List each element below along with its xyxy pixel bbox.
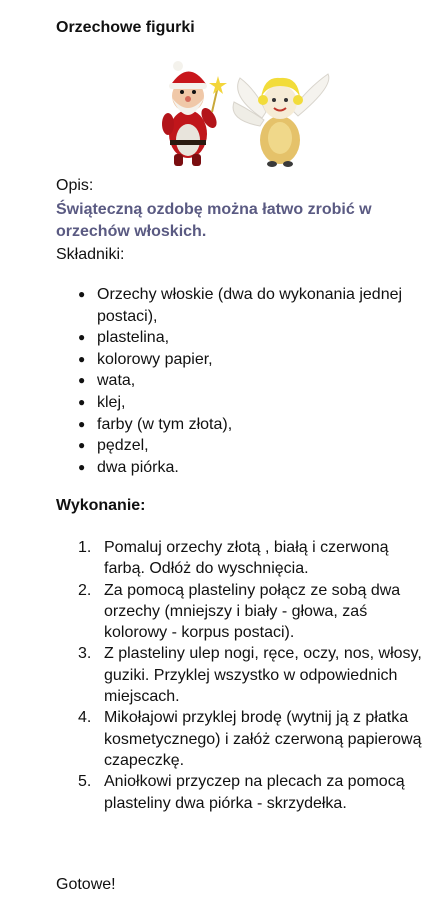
bullet-icon: ●: [78, 330, 86, 345]
ingredients-label: Składniki:: [56, 246, 125, 263]
step-text: Aniołkowi przyczep na plecach za pomocą plasteliny dwa piórka - skrzydełka.: [104, 773, 405, 812]
step-text: Za pomocą plasteliny połącz ze sobą dwa orzechy (mniejszy i biały - głowa, zaś kolorowy - korpus postaci).: [104, 581, 401, 642]
ingredient-text: Orzechy włoskie (dwa do wykonania jednej postaci),: [97, 286, 403, 325]
bullet-icon: ●: [78, 459, 86, 474]
figurines-image: [152, 56, 342, 170]
angel-figurine: [233, 74, 329, 167]
ingredient-text: dwa piórka.: [97, 458, 179, 476]
step-text: Mikołajowi przyklej brodę (wytnij ją z płatka kosmetycznego) i załóż czerwoną papierową czapeczkę.: [104, 709, 422, 769]
bullet-icon: ●: [78, 394, 86, 409]
list-item: [56, 643, 426, 707]
bullet-icon: ●: [78, 373, 86, 388]
bullet-icon: ●: [78, 438, 86, 453]
step-text: Z plasteliny ulep nogi, ręce, oczy, nos, włosy, guziki. Przyklej wszystko w odpowiednich miejscach.: [104, 645, 422, 706]
description-label: Opis:: [56, 177, 94, 194]
ingredient-text: pędzel,: [97, 437, 149, 455]
step-number: 2.: [78, 581, 92, 599]
steps-list: [56, 537, 426, 814]
step-number: 5.: [78, 773, 92, 791]
step-number: 3.: [78, 645, 92, 663]
step-number: 1.: [78, 539, 92, 556]
bullet-icon: ●: [78, 287, 86, 301]
list-item: [56, 392, 416, 414]
ingredients-list: [56, 284, 416, 478]
list-item: [56, 435, 416, 457]
list-item: [56, 414, 416, 436]
step-number: 4.: [78, 709, 92, 727]
ingredient-text: wata,: [97, 372, 136, 390]
page-title: Orzechowe figurki: [56, 19, 195, 36]
list-item: [56, 370, 416, 392]
list-item: [56, 580, 426, 644]
list-item: [56, 284, 416, 327]
list-item: [56, 457, 416, 479]
method-heading: Wykonanie:: [56, 497, 146, 514]
step-text: Pomaluj orzechy złotą , białą i czerwoną farbą. Odłóż do wyschnięcia.: [104, 539, 389, 578]
list-item: [56, 327, 416, 349]
list-item: [56, 771, 426, 814]
ingredient-text: farby (w tym złota),: [97, 415, 233, 433]
ingredient-text: klej,: [97, 393, 126, 411]
ingredient-text: kolorowy papier,: [97, 350, 213, 368]
closing-text: Gotowe!: [56, 876, 116, 893]
description-text: Świąteczną ozdobę można łatwo zrobić w orzechów włoskich.: [56, 201, 372, 240]
list-item: [56, 537, 426, 580]
list-item: [56, 707, 426, 771]
bullet-icon: ●: [78, 416, 86, 431]
ingredient-text: plastelina,: [97, 329, 170, 347]
list-item: [56, 349, 416, 371]
bullet-icon: ●: [78, 351, 86, 366]
santa-figurine: [162, 61, 227, 166]
